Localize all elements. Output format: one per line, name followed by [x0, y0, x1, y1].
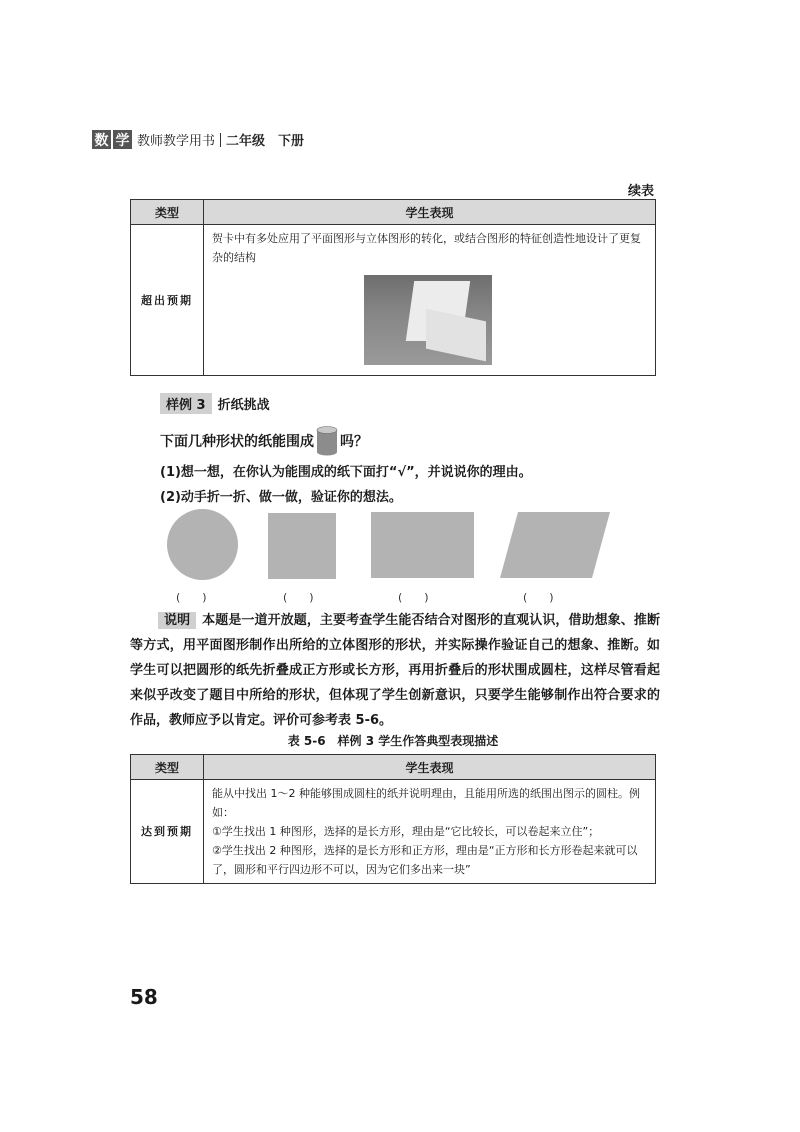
table-row — [131, 780, 656, 884]
table-row — [131, 225, 656, 376]
step-1: (1)想一想，在你认为能围成的纸下面打“√”，并说说你的理由。 — [160, 465, 532, 480]
type-cell: 超出预期 — [131, 225, 204, 376]
performance-text: 贺卡中有多处应用了平面图形与立体图形的转化，或结合图形的特征创造性地设计了更复杂的结构 — [212, 232, 641, 264]
running-header — [92, 130, 304, 149]
question-text-before: 下面几种形状的纸能围成 — [160, 434, 314, 450]
example-title: 折纸挑战 — [217, 398, 270, 413]
performance-line-3: ②学生找出 2 种图形，选择的是长方形和正方形，理由是“正方形和长方形卷起来就可以了，圆形和平行四边形不可以，因为它们多出来一块” — [212, 844, 638, 876]
performance-table-continued — [130, 199, 656, 376]
grade-label: 二年级 下册 — [226, 134, 305, 149]
performance-cell — [204, 780, 656, 884]
table-caption: 表 5-6 样例 3 学生作答典型表现描述 — [287, 734, 499, 748]
answer-blank-circle: ( ) — [176, 591, 207, 604]
example-question — [160, 426, 368, 456]
page-number: 58 — [130, 985, 158, 1009]
answer-blank-square: ( ) — [283, 591, 314, 604]
example-heading — [160, 393, 270, 414]
brand-char-2: 学 — [113, 130, 132, 149]
cylinder-icon — [316, 426, 338, 456]
step-2: (2)动手折一折、做一做，验证你的想法。 — [160, 490, 402, 505]
type-cell: 达到预期 — [131, 780, 204, 884]
parallelogram-paper — [500, 512, 610, 578]
answer-blank-rectangle: ( ) — [398, 591, 429, 604]
explanation-paragraph — [130, 608, 660, 733]
performance-cell — [204, 225, 656, 376]
header-divider — [220, 133, 221, 147]
rectangle-paper — [371, 512, 474, 578]
explanation-tag: 说明 — [158, 612, 196, 629]
answer-blank-parallelogram: ( ) — [523, 591, 554, 604]
column-header-type: 类型 — [131, 755, 204, 780]
performance-line-1: 能从中找出 1～2 种能够围成圆柱的纸并说明理由，且能用所选的纸围出图示的圆柱。例如： — [212, 787, 640, 819]
circle-paper — [167, 509, 238, 580]
performance-line-2: ①学生找出 1 种图形，选择的是长方形，理由是“它比较长，可以卷起来立住”； — [212, 825, 600, 838]
example-tag: 样例 3 — [160, 393, 212, 414]
explanation-text: 本题是一道开放题，主要考查学生能否结合对图形的直观认识，借助想象、推断等方式，用平面图形制作出所给的立体图形的形状，并实际操作验证自己的想象、推断。如学生可以把圆形的纸先折叠成正方形或长方形，再用折叠后的形状围成圆柱，这样尽管看起来似乎改变了题目中所给的形状，但体现了学生创新意识，只要学生能够制作出符合要求的作品，教师应予以肯定。评价可参考表 5-6。 — [130, 613, 660, 728]
card-base-shape — [426, 309, 486, 362]
performance-table-5-6 — [130, 754, 656, 884]
question-text-after: 吗？ — [340, 434, 368, 450]
book-title: 教师教学用书 — [137, 134, 216, 149]
square-paper — [268, 513, 336, 579]
greeting-card-photo — [364, 275, 492, 365]
column-header-performance: 学生表现 — [204, 200, 656, 225]
continued-label: 续表 — [627, 184, 654, 199]
column-header-performance: 学生表现 — [204, 755, 656, 780]
column-header-type: 类型 — [131, 200, 204, 225]
brand-char-1: 数 — [92, 130, 111, 149]
